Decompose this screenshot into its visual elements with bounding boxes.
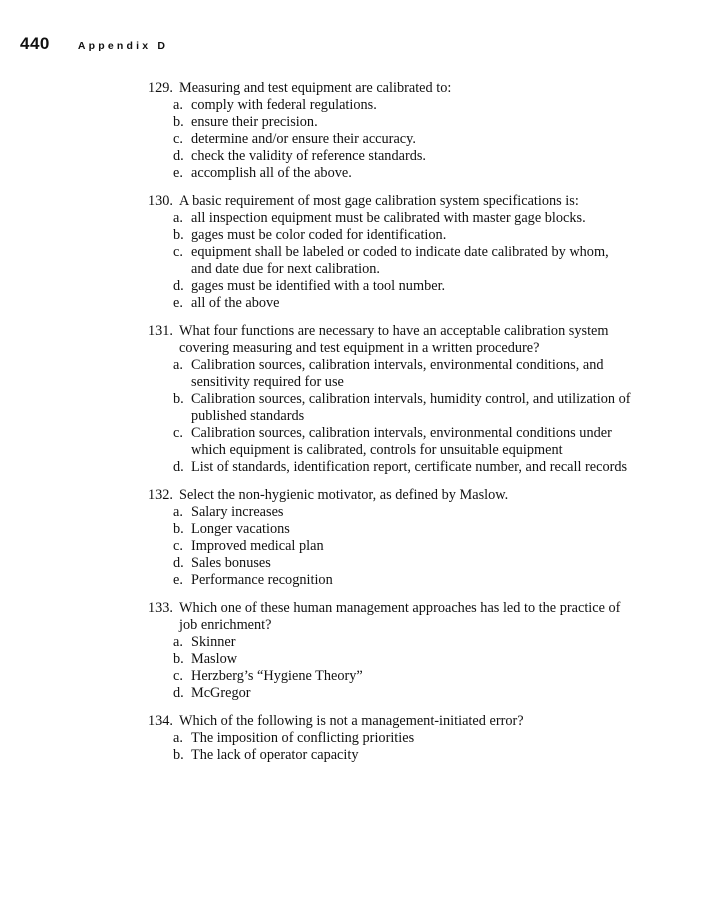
answer-option (173, 555, 631, 572)
option-letter: d. (173, 148, 184, 164)
question-number: 131. (147, 323, 173, 339)
option-text: Sales bonuses (191, 555, 271, 571)
question-item (131, 487, 631, 589)
option-letter: a. (173, 634, 183, 650)
option-letter: c. (173, 244, 183, 260)
option-text: Salary increases (191, 504, 284, 520)
option-text: The imposition of conflicting priorities (191, 730, 415, 746)
option-text: ensure their precision. (191, 114, 318, 130)
answer-option (173, 391, 631, 425)
option-letter: a. (173, 730, 183, 746)
option-letter: d. (173, 278, 184, 294)
answer-option (173, 572, 631, 589)
option-letter: c. (173, 131, 183, 147)
answer-options (173, 357, 631, 476)
option-letter: d. (173, 555, 184, 571)
option-letter: d. (173, 459, 184, 475)
question-stem (131, 323, 631, 357)
option-text: Herzberg’s “Hygiene Theory” (191, 668, 363, 684)
answer-option (173, 504, 631, 521)
option-text: accomplish all of the above. (191, 165, 352, 181)
answer-option (173, 538, 631, 555)
answer-option (173, 425, 631, 459)
question-stem (131, 713, 631, 730)
answer-option (173, 114, 631, 131)
section-title: Appendix D (77, 40, 169, 52)
answer-option (173, 685, 631, 702)
question-list (131, 80, 631, 775)
option-letter: d. (173, 685, 184, 701)
option-letter: c. (173, 538, 183, 554)
answer-options (173, 97, 631, 182)
answer-options (173, 210, 631, 312)
question-item (131, 80, 631, 182)
option-text: all inspection equipment must be calibrated with master gage blocks. (191, 210, 586, 226)
option-text: Calibration sources, calibration intervals, humidity control, and utilization of published standards (191, 391, 631, 424)
question-stem (131, 600, 631, 634)
option-letter: e. (173, 295, 183, 311)
question-item (131, 323, 631, 476)
option-text: Longer vacations (191, 521, 290, 537)
option-letter: b. (173, 651, 184, 667)
option-letter: c. (173, 668, 183, 684)
answer-option (173, 148, 631, 165)
question-text: What four functions are necessary to have an acceptable calibration system covering measuring and test equipment in a written procedure? (179, 323, 609, 356)
answer-option (173, 730, 631, 747)
question-number: 134. (147, 713, 173, 729)
answer-option (173, 357, 631, 391)
question-text: Which of the following is not a management-initiated error? (179, 713, 524, 729)
question-item (131, 193, 631, 312)
option-text: equipment shall be labeled or coded to indicate date calibrated by whom, and date due for next calibration. (191, 244, 609, 277)
answer-option (173, 131, 631, 148)
answer-option (173, 668, 631, 685)
page-number: 440 (20, 34, 50, 53)
answer-option (173, 244, 631, 278)
question-text: Measuring and test equipment are calibrated to: (179, 80, 452, 96)
answer-option (173, 634, 631, 651)
question-number: 129. (147, 80, 173, 96)
answer-option (173, 459, 631, 476)
answer-option (173, 97, 631, 114)
option-text: Calibration sources, calibration intervals, environmental conditions under which equipment is calibrated, controls for unsuitable equipment (191, 425, 612, 458)
option-text: gages must be identified with a tool number. (191, 278, 446, 294)
option-text: Maslow (191, 651, 238, 667)
option-text: Improved medical plan (191, 538, 324, 554)
question-number: 133. (147, 600, 173, 616)
option-letter: b. (173, 521, 184, 537)
answer-option (173, 747, 631, 764)
answer-option (173, 227, 631, 244)
option-text: Performance recognition (191, 572, 333, 588)
option-text: McGregor (191, 685, 251, 701)
option-letter: b. (173, 391, 184, 407)
option-letter: a. (173, 210, 183, 226)
option-letter: c. (173, 425, 183, 441)
question-text: Select the non-hygienic motivator, as defined by Maslow. (179, 487, 509, 503)
option-text: Skinner (191, 634, 236, 650)
answer-option (173, 521, 631, 538)
question-stem (131, 193, 631, 210)
option-letter: b. (173, 227, 184, 243)
option-text: The lack of operator capacity (191, 747, 359, 763)
option-text: comply with federal regulations. (191, 97, 377, 113)
option-text: List of standards, identification report, certificate number, and recall records (191, 459, 628, 475)
answer-option (173, 210, 631, 227)
question-stem (131, 487, 631, 504)
option-letter: a. (173, 357, 183, 373)
option-letter: a. (173, 504, 183, 520)
option-text: all of the above (191, 295, 280, 311)
answer-options (173, 634, 631, 702)
question-text: A basic requirement of most gage calibration system specifications is: (179, 193, 579, 209)
answer-options (173, 504, 631, 589)
answer-option (173, 165, 631, 182)
option-letter: e. (173, 572, 183, 588)
answer-option (173, 651, 631, 668)
option-text: Calibration sources, calibration intervals, environmental conditions, and sensitivity required for use (191, 357, 604, 390)
option-text: determine and/or ensure their accuracy. (191, 131, 416, 147)
question-item (131, 713, 631, 764)
option-text: check the validity of reference standards. (191, 148, 426, 164)
question-stem (131, 80, 631, 97)
option-letter: a. (173, 97, 183, 113)
question-text: Which one of these human management approaches has led to the practice of job enrichment? (179, 600, 621, 633)
running-head (20, 34, 168, 54)
option-text: gages must be color coded for identification. (191, 227, 447, 243)
question-number: 132. (147, 487, 173, 503)
answer-option (173, 278, 631, 295)
question-item (131, 600, 631, 702)
answer-option (173, 295, 631, 312)
question-number: 130. (147, 193, 173, 209)
option-letter: b. (173, 114, 184, 130)
option-letter: e. (173, 165, 183, 181)
answer-options (173, 730, 631, 764)
option-letter: b. (173, 747, 184, 763)
